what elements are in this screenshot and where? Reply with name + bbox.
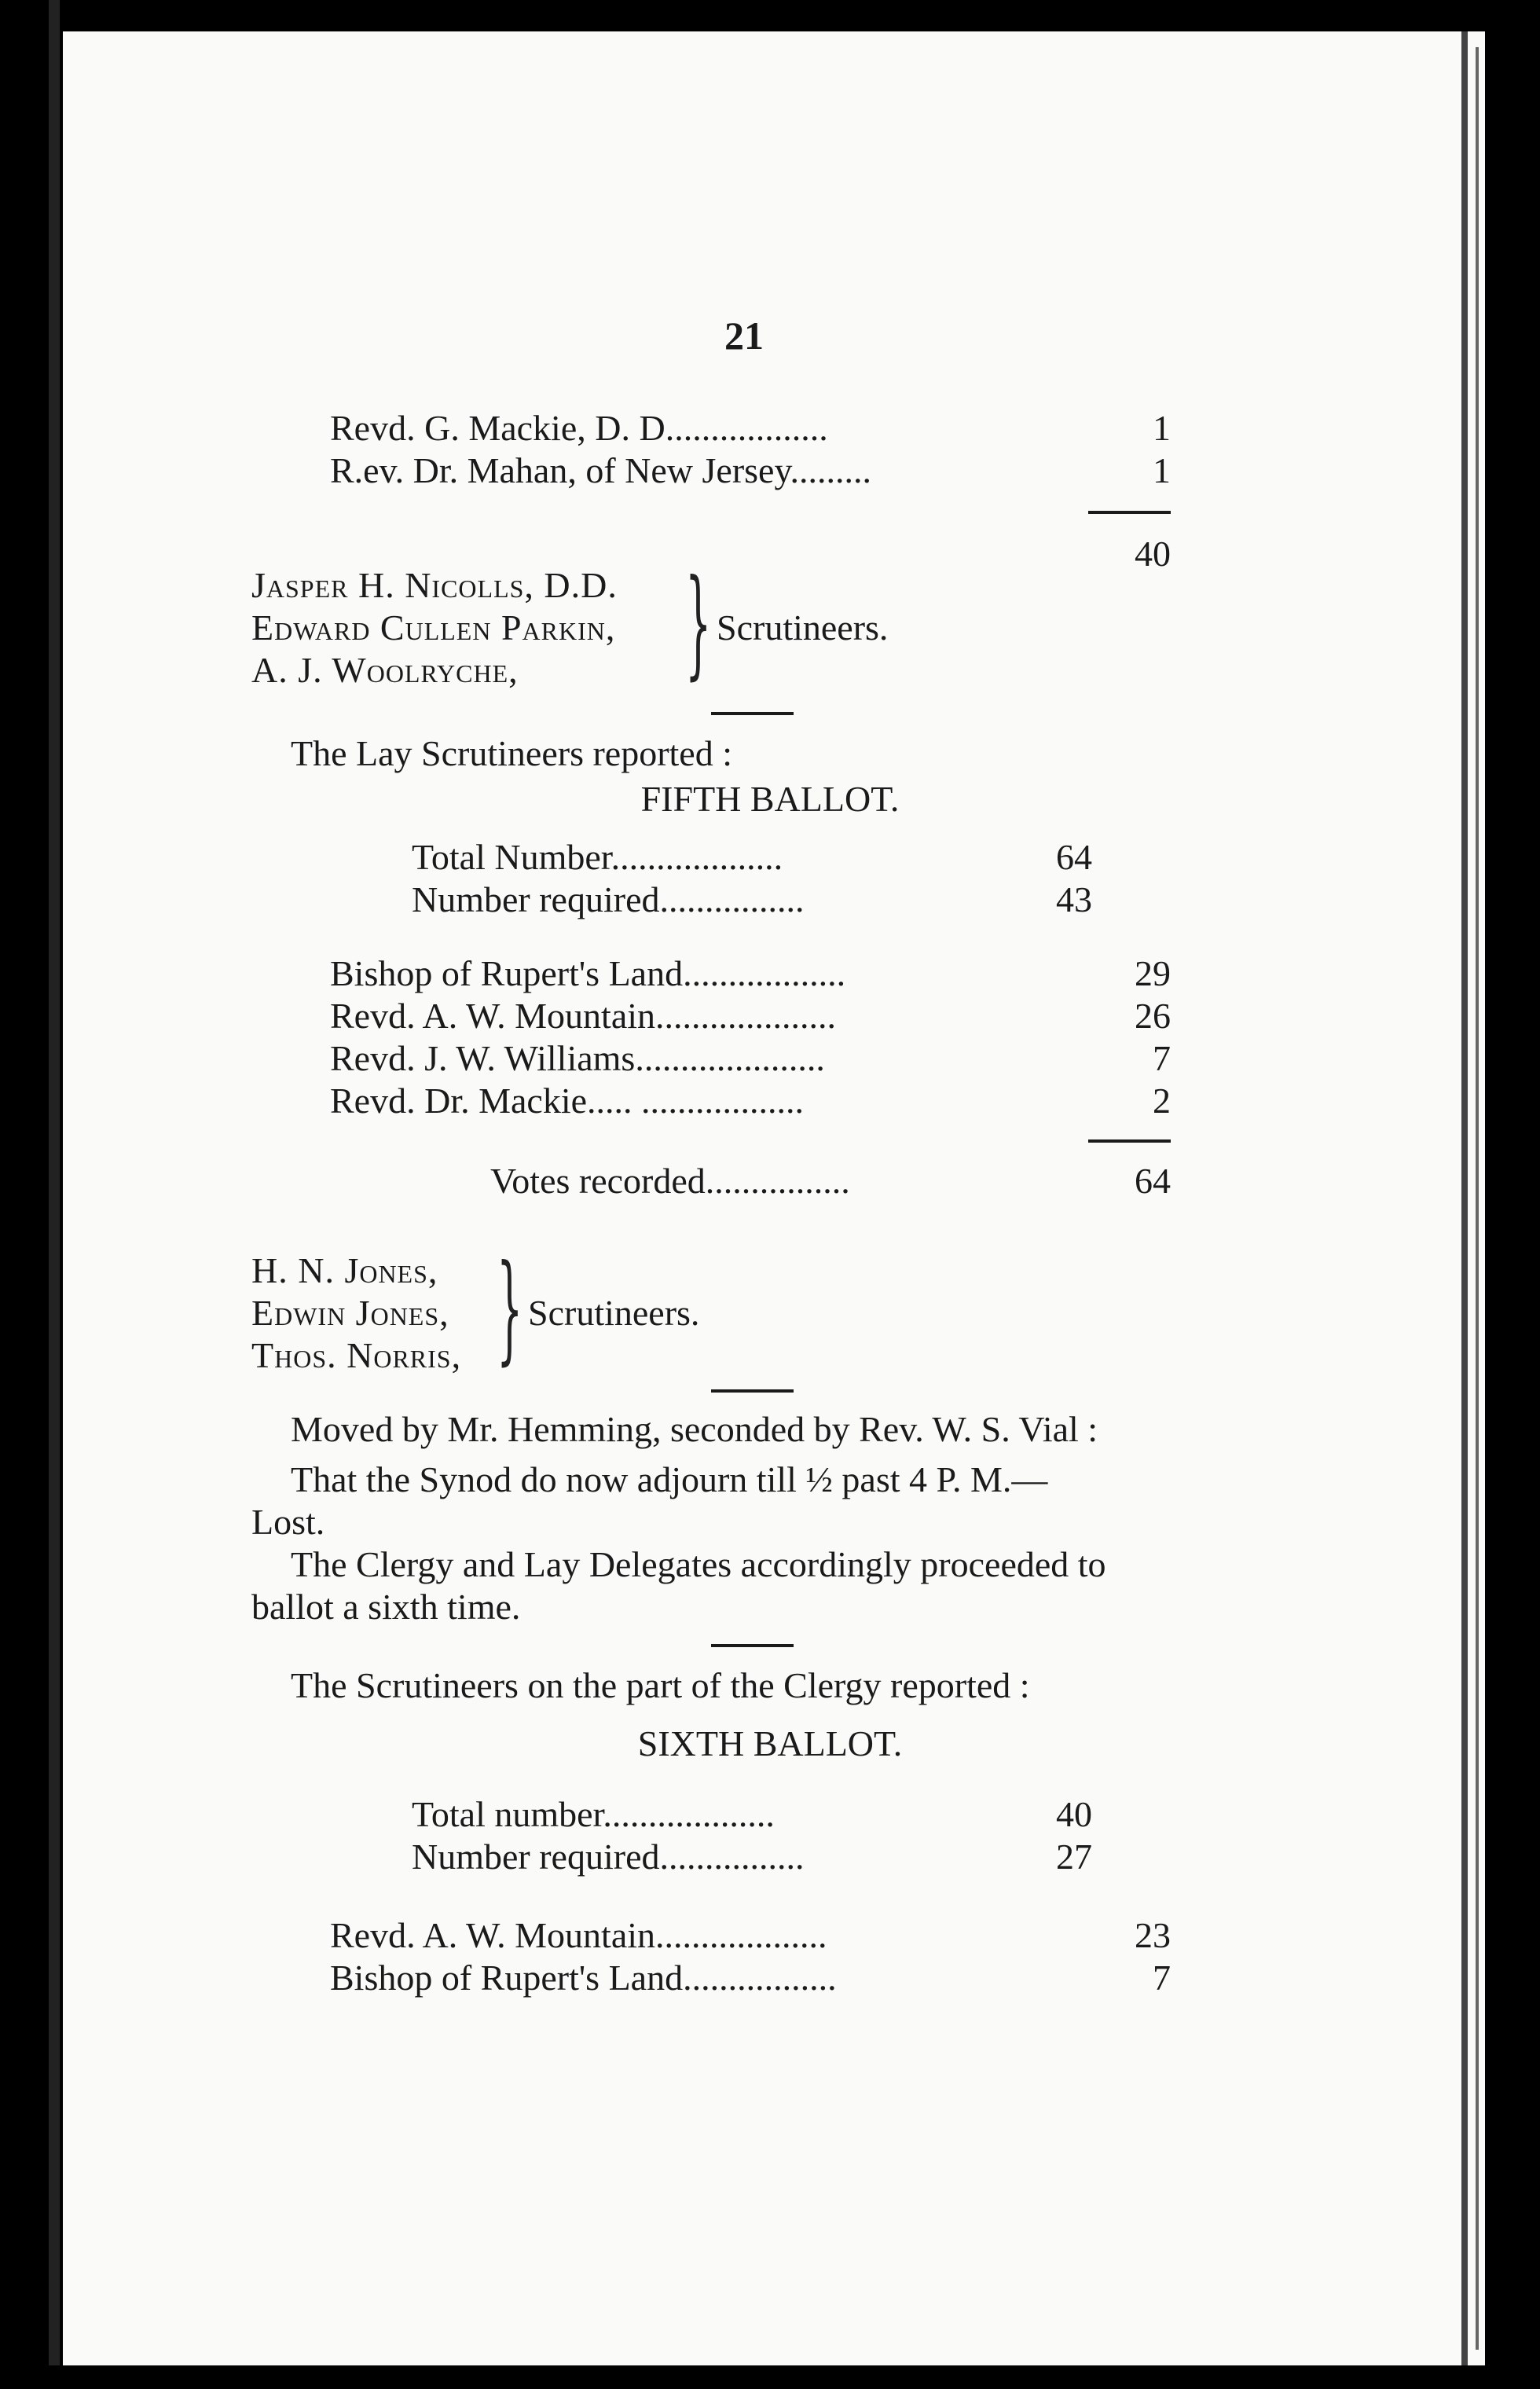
lay-scrutineers-label: Scrutineers. [528,1293,700,1333]
scrutineers-label: Scrutineers. [717,607,889,648]
scrutineer-name-3: A. J. Woolryche, [251,650,519,690]
brace-icon: } [497,1240,523,1377]
fifth-vote-row: Revd. A. W. Mountain.................... [330,996,837,1036]
section-rule [711,1644,794,1647]
sixth-ballot-title: SIXTH BALLOT. [637,1723,903,1763]
sixth-vote-row: Revd. A. W. Mountain................... [330,1915,827,1955]
fifth-total-value: 64 [1056,837,1092,877]
scrutineer-name-1: Jasper H. Nicolls, D.D. [251,565,618,605]
fifth-vote-value: 7 [1153,1038,1171,1078]
votes-recorded-value: 64 [1135,1161,1171,1201]
sixth-required-value: 27 [1056,1837,1092,1877]
fifth-required-label: Number required................ [412,879,805,919]
page-stack-edge [1461,31,1468,2365]
page-stack-edge-2 [1476,47,1479,2350]
ballot-paragraph-line2: ballot a sixth time. [251,1587,521,1627]
binding-edge [49,0,60,2389]
brace-icon: } [685,555,712,692]
section-rule [711,712,794,715]
clergy-report-intro: The Scrutineers on the part of the Clergy reported : [291,1665,1030,1705]
page-number: 21 [724,314,764,358]
vote-value-1: 1 [1153,408,1171,448]
top-total: 40 [1135,534,1171,574]
fifth-vote-value: 29 [1135,953,1171,993]
sixth-vote-value: 7 [1153,1958,1171,1998]
fifth-vote-value: 26 [1135,996,1171,1036]
vote-value-2: 1 [1153,450,1171,490]
sixth-vote-row: Bishop of Rupert's Land................. [330,1958,837,1998]
adjourn-paragraph-line1: That the Synod do now adjourn till ½ past 4 P. M.— [291,1459,1048,1499]
fifth-vote-row: Revd. Dr. Mackie..... .................. [330,1081,805,1121]
sixth-required-label: Number required................ [412,1837,805,1877]
fifth-vote-value: 2 [1153,1081,1171,1121]
sixth-vote-value: 23 [1135,1915,1171,1955]
scrutineer-name-2: Edward Cullen Parkin, [251,607,616,648]
ballot-paragraph-line1: The Clergy and Lay Delegates accordingly proceeded to [291,1544,1106,1584]
moved-paragraph: Moved by Mr. Hemming, seconded by Rev. W. S. Vial : [291,1409,1098,1449]
fifth-total-label: Total Number................... [412,837,783,877]
sixth-total-label: Total number................... [412,1794,775,1834]
lay-scrutineer-name-1: H. N. Jones, [251,1250,438,1290]
lay-scrutineer-name-3: Thos. Norris, [251,1335,462,1375]
fifth-vote-row: Bishop of Rupert's Land.................. [330,953,846,993]
page-edge-bottom [0,2365,1540,2389]
sixth-total-value: 40 [1056,1794,1092,1834]
fifth-ballot-title: FIFTH BALLOT. [640,779,900,819]
adjourn-paragraph-line2: Lost. [251,1502,325,1542]
vote-name-2: R.ev. Dr. Mahan, of New Jersey......... [330,450,871,490]
votes-recorded-label: Votes recorded................ [490,1161,850,1201]
fifth-vote-row: Revd. J. W. Williams..................... [330,1038,825,1078]
total-rule [1088,1139,1171,1143]
lay-report-intro: The Lay Scrutineers reported : [291,733,732,773]
page-edge-left [0,0,55,2389]
fifth-required-value: 43 [1056,879,1092,919]
section-rule [711,1389,794,1393]
total-rule [1088,511,1171,514]
vote-name-1: Revd. G. Mackie, D. D.................. [330,408,828,448]
lay-scrutineer-name-2: Edwin Jones, [251,1293,449,1333]
